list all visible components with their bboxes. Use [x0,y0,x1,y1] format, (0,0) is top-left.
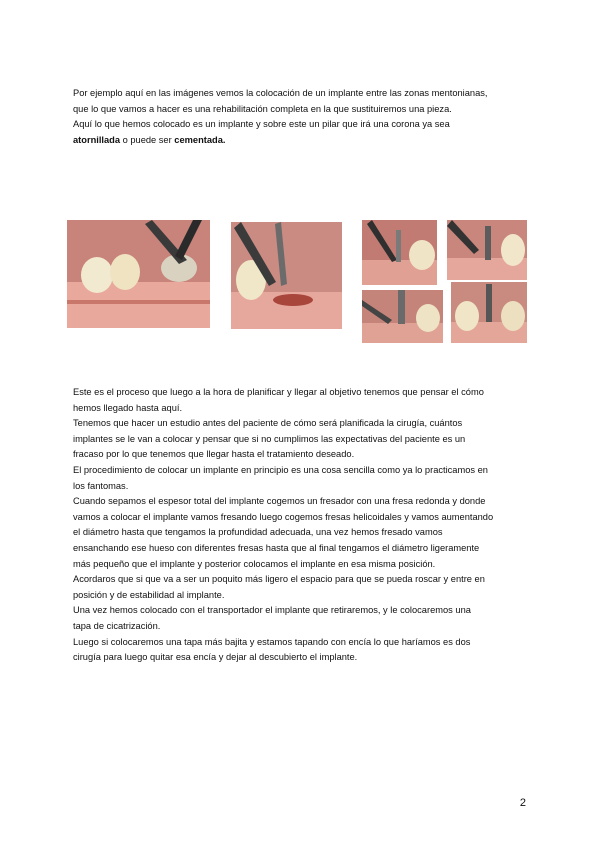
photo-drill-step-4 [451,282,527,343]
intro-line-final [73,133,533,149]
body-line: más pequeño que el implante y posterior colocamos el implante en esa misma posición. [73,558,436,569]
body-line: fracaso por lo que tenemos que llegar hasta el tratamiento deseado. [73,449,355,460]
body-line: los fantomas. [73,480,129,491]
photo-drilling-with-bur [231,222,342,329]
bold-term-cementada: cementada. [174,134,226,145]
body-line: cirugía para luego quitar esa encía y dejar al descubierto el implante. [73,652,358,663]
body-line: tapa de cicatrización. [73,620,161,631]
intro-line: Por ejemplo aquí en las imágenes vemos la colocación de un implante entre las zonas mentonianas, [73,88,488,98]
body-line: Cuando sepamos el espesor total del implante cogemos un fresador con una fresa redonda y donde [73,496,486,507]
intro-connector: o puede ser [120,134,175,145]
body-line: Luego si colocaremos una tapa más bajita y estamos tapando con encía lo que haríamos es dos [73,636,471,647]
body-paragraph [73,385,533,666]
photo-drill-step-2 [447,220,527,280]
intro-line: que lo que vamos a hacer es una rehabilitación completa en la que sustituiremos una pieza. [73,103,452,114]
photo-drill-step-3 [362,290,443,343]
body-line: ensanchando ese hueso con diferentes fresas hasta que al final tengamos el diámetro ligeramente [73,542,480,553]
body-line: implantes se le van a colocar y pensar que si no cumplimos las expectativas del paciente es un [73,433,466,444]
body-line: Tenemos que hacer un estudio antes del paciente de cómo será planificada la cirugía, cuántos [73,418,463,429]
intro-line: Aquí lo que hemos colocado es un implante y sobre este un pilar que irá una corona ya sea [73,119,450,130]
page-number: 2 [519,797,526,809]
body-line: el diámetro hasta que tengamos la profundidad adecuada, una vez hemos fresado vamos [73,527,443,538]
body-line: posición y de estabilidad al implante. [73,589,225,600]
body-line: Una vez hemos colocado con el transportador el implante que retiraremos, y le colocaremos una [73,605,471,616]
body-line: El procedimiento de colocar un implante en principio es una cosa sencilla como ya lo practicamos en [73,464,488,475]
bold-term-atornillada: atornillada [73,134,121,145]
intro-paragraph [73,86,533,148]
body-line: vamos a colocar el implante vamos fresando luego cogemos fresas helicoidales y vamos aumentando [73,511,494,522]
body-line: Acordaros que si que va a ser un poquito más ligero el espacio para que se pueda roscar y entre en [73,574,485,585]
photo-implant-site-with-forceps [67,220,210,328]
body-line: Este es el proceso que luego a la hora de planificar y llegar al objetivo tenemos que pensar el cómo [73,387,484,397]
body-line: hemos llegado hasta aquí. [73,402,183,413]
photo-drill-step-1 [362,220,437,285]
